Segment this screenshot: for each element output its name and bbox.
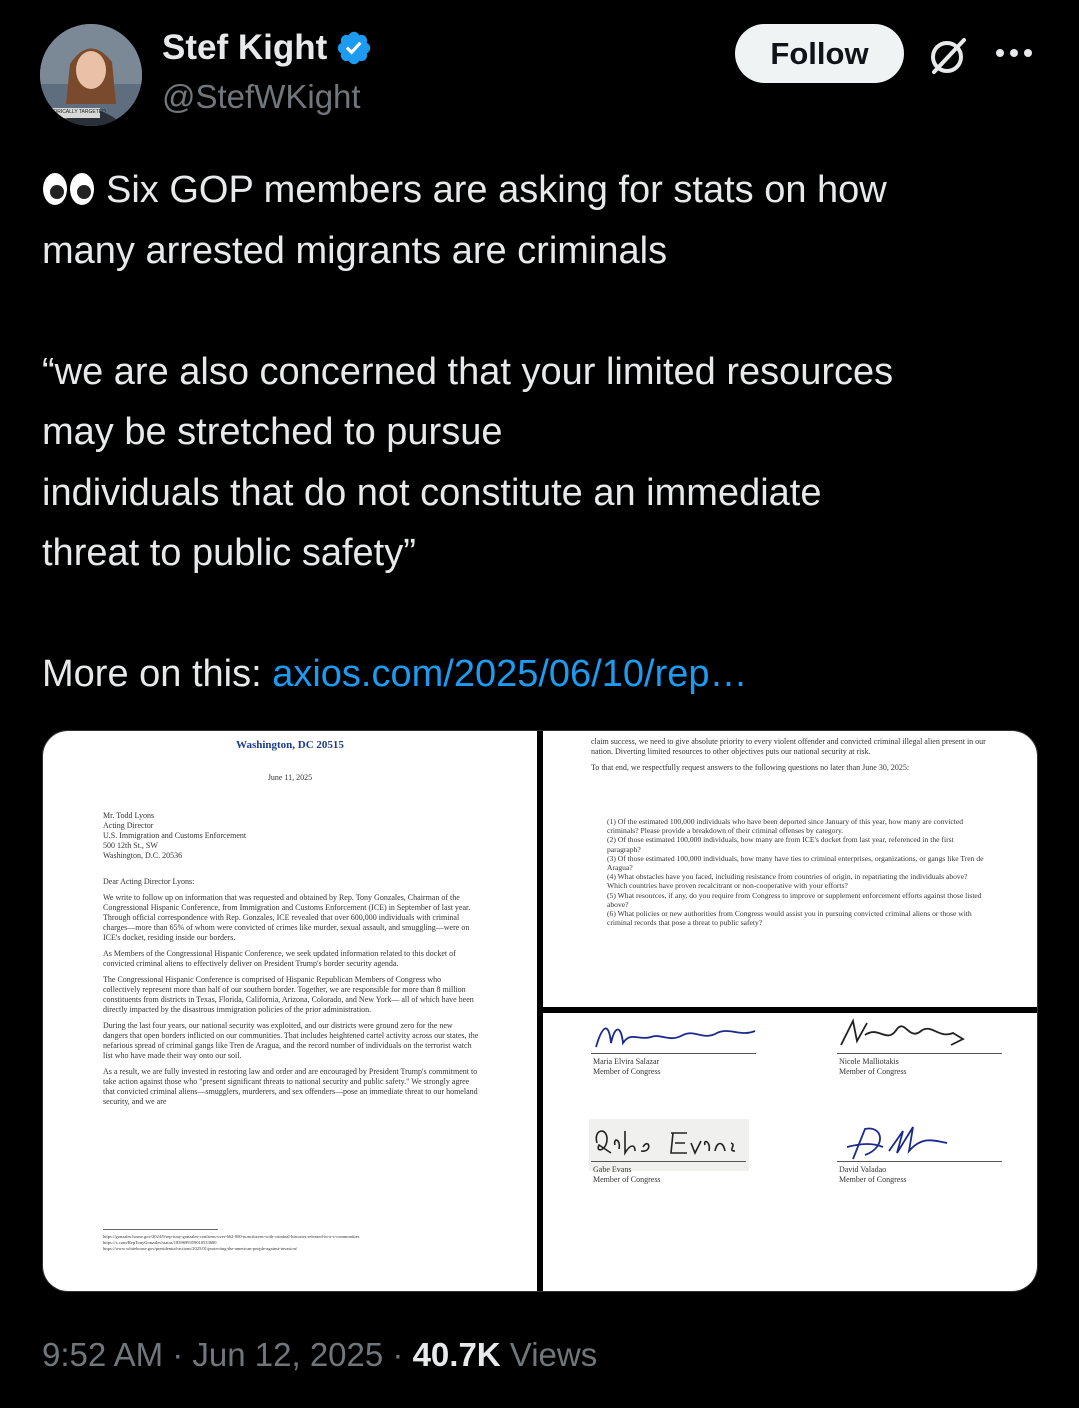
signer-block <box>839 1165 907 1185</box>
tweet-body: Six GOP members are asking for stats on how many arrested migrants are criminals “we are also concerned that your limited resources may be stretched to pursue individuals that do not constitute an immediate threat to public safety” More on this: <box>42 169 894 695</box>
signature-line <box>591 1053 756 1054</box>
signature-line <box>837 1161 1002 1162</box>
verified-badge-icon <box>335 29 373 67</box>
footnote: https://www.whitehouse.gov/presidential-actions/2025/01/protecting-the-american-people-against-invasion/ <box>103 1246 298 1251</box>
address-line: Washington, D.C. 20536 <box>103 851 183 860</box>
footnote: https://gonzales.house.gov/2024/9/rep-tony-gonzales-confirms-over-662-000-noncitizens-with-criminal-histories-released-in-u-s-communities <box>103 1234 360 1239</box>
more-icon[interactable] <box>994 46 1034 60</box>
avatar[interactable] <box>40 24 142 126</box>
avatar-caption: HISTORICALLY TARGETED <box>42 109 106 115</box>
tweet-text <box>42 160 1052 705</box>
signer-title: Member of Congress <box>839 1067 907 1076</box>
letter-date: June 11, 2025 <box>267 773 313 782</box>
eyes-emoji <box>42 172 96 206</box>
tweet-time[interactable]: 9:52 AM <box>42 1336 164 1373</box>
question-item: (3) Of those estimated 100,000 individuals, how many have ties to criminal enterprises, organizations, or gangs like Tren de Aragua? <box>607 853 984 873</box>
signature-evans <box>591 1123 751 1163</box>
signer-block <box>839 1057 907 1077</box>
footnote-divider <box>103 1229 218 1230</box>
address-line: 500 12th St., SW <box>103 841 158 850</box>
signer-title: Member of Congress <box>593 1067 661 1076</box>
footnote: https://x.com/RepTonyGonzales/status/1839699359010533680 <box>103 1240 217 1245</box>
tweet-meta <box>42 1336 597 1374</box>
letter-paragraph: claim success, we need to give absolute priority to every violent offender and convicted criminal illegal alien present in our nation. Diverting limited resources to other objectives puts our national security at risk. <box>591 737 986 756</box>
letter-page-1[interactable] <box>43 731 537 1291</box>
letter-page-2[interactable] <box>543 731 1037 1007</box>
meta-separator: · <box>383 1336 413 1373</box>
letter-paragraph: To that end, we respectfully request answers to the following questions no later than June 30, 2025: <box>591 763 910 772</box>
author-handle[interactable]: @StefWKight <box>162 78 361 115</box>
questions-list <box>607 817 987 927</box>
grok-icon[interactable] <box>926 34 970 78</box>
signature-line <box>837 1053 1002 1054</box>
question-item: (6) What policies or new authorities from Congress would assist you in pursuing convicted criminal aliens or those with criminal records that pose a threat to public safety? <box>607 909 972 928</box>
author-name-row[interactable] <box>162 26 373 70</box>
letter-paragraph: During the last four years, our national security was exploited, and our districts were ground zero for the new dangers that open borders inflicted on our communities. That includes heightened cartel activity across our states, the nefarious spread of criminal gangs like Tren de Aragua, and the record number of individuals on the terrorist watch list who have made their way onto our soil. <box>103 1021 479 1060</box>
media-grid[interactable] <box>42 730 1038 1292</box>
signer-name: Gabe Evans <box>593 1165 632 1174</box>
question-item: (2) Of those estimated 100,000 individuals, how many are from ICE's docket from last year, referenced in the first paragraph? <box>607 835 954 854</box>
signer-name: Maria Elvira Salazar <box>593 1057 660 1066</box>
question-item: (4) What obstacles have you faced, including resistance from countries of origin, in repatriating the individuals above? Which countries have proven recalcitrant or non-cooperative with your efforts? <box>607 872 968 891</box>
question-item: (5) What resources, if any, do you require from Congress to improve or supplement enforcement efforts against those listed above? <box>607 890 982 909</box>
meta-separator: · <box>163 1336 193 1373</box>
signature-line <box>591 1161 746 1162</box>
question-item: (1) Of the estimated 100,000 individuals who have been deported since January of this year, how many are convicted criminals? Please provide a breakdown of their criminal offenses by category. <box>607 817 964 836</box>
tweet-link[interactable]: axios.com/2025/06/10/rep… <box>272 653 748 695</box>
address-line: Mr. Todd Lyons <box>103 811 155 820</box>
address-line: U.S. Immigration and Customs Enforcement <box>103 831 247 840</box>
signature-valadao <box>843 1121 963 1163</box>
letter-paragraph: We write to follow up on information that was requested and obtained by Rep. Tony Gonzales, Chairman of the Congressional Hispanic Conference, from Immigration and Customs Enforcement (ICE) in September of last year. Through official correspondence with Rep. Gonzales, ICE revealed that over 600,000 individuals with criminal charges—more than 65% of whom were convicted of crimes like murder, sexual assault, and smuggling—were on ICE's docket, residing inside our borders. <box>103 893 471 942</box>
signer-block <box>593 1165 661 1185</box>
signer-block <box>593 1057 661 1077</box>
follow-button[interactable]: Follow <box>735 24 904 83</box>
tweet-date[interactable]: Jun 12, 2025 <box>192 1336 384 1373</box>
letter-heading: Washington, DC 20515 <box>236 739 344 751</box>
letter-paragraph: The Congressional Hispanic Conference is comprised of Hispanic Republican Members of Congress who collectively represent more than half of our southern border. Together, we are responsible for more than 8 million constituents from districts in Texas, Florida, California, Arizona, Colorado, and New York— all of which have been directly impacted by the disastrous immigration policies of the prior administration. <box>103 975 474 1014</box>
signature-malliotakis <box>835 1015 975 1053</box>
letter-paragraph: As a result, we are fully invested in restoring law and order and are encouraged by President Trump's commitment to take action against those who "present significant threats to national security and public safety." We strongly agree that convicted criminal aliens—smugglers, murderers, and sex offenders—pose an immediate threat to our homeland security, and we are <box>103 1067 478 1106</box>
letter-paragraph: As Members of the Congressional Hispanic Conference, we seek updated information related to this docket of convicted criminal aliens to effectively deliver on President Trump's border security agenda. <box>103 949 456 968</box>
address-line: Acting Director <box>103 821 154 830</box>
views-count: 40.7K <box>412 1336 501 1373</box>
views-label: Views <box>500 1336 598 1373</box>
letter-body <box>103 877 479 1113</box>
signer-title: Member of Congress <box>839 1175 907 1184</box>
signature-salazar <box>591 1019 761 1053</box>
signer-title: Member of Congress <box>593 1175 661 1184</box>
author-name[interactable]: Stef Kight <box>162 28 328 67</box>
signer-name: David Valadao <box>839 1165 887 1174</box>
footnotes <box>103 1234 479 1252</box>
letter-address <box>103 811 483 861</box>
signature-page[interactable] <box>543 1013 1037 1291</box>
salutation: Dear Acting Director Lyons: <box>103 877 195 886</box>
signer-name: Nicole Malliotakis <box>839 1057 899 1066</box>
page2-body <box>591 737 991 779</box>
